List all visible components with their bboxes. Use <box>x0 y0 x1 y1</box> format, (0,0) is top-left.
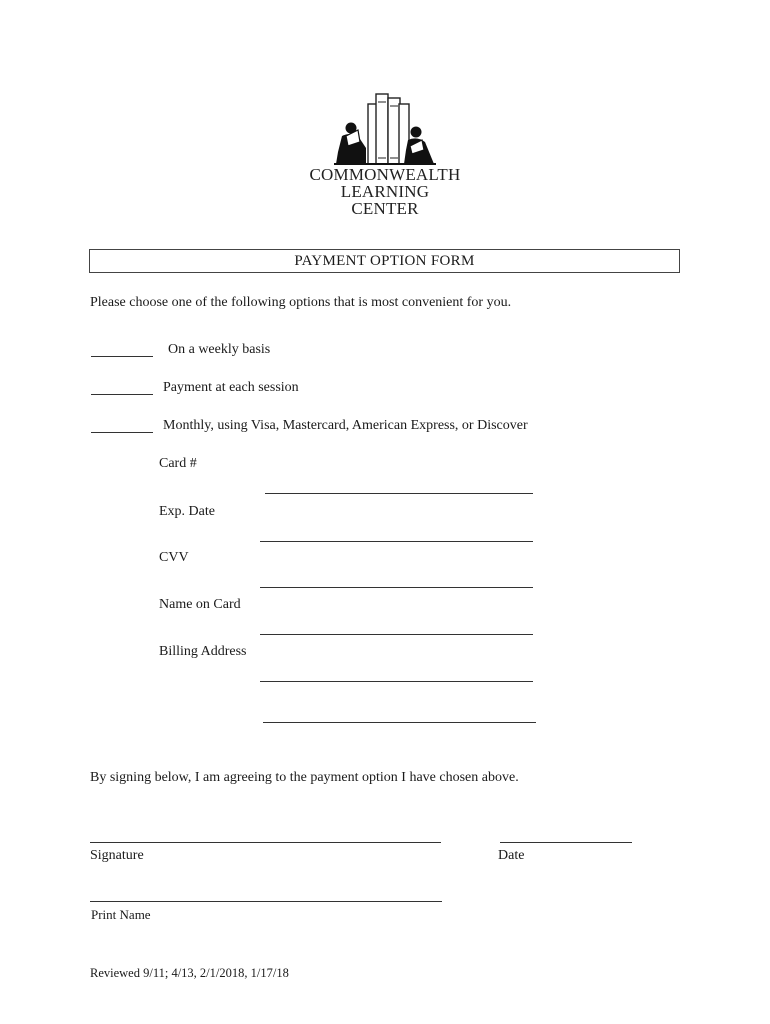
exp-date-field[interactable] <box>260 541 533 542</box>
reviewed-dates: Reviewed 9/11; 4/13, 2/1/2018, 1/17/18 <box>90 966 289 980</box>
logo-line-2: LEARNING <box>340 182 430 201</box>
name-on-card-field[interactable] <box>260 634 533 635</box>
card-number-label: Card # <box>159 456 197 471</box>
option-weekly-label: On a weekly basis <box>168 342 271 357</box>
option-each-session-blank[interactable] <box>91 394 153 395</box>
option-weekly-blank[interactable] <box>91 356 153 357</box>
card-number-field[interactable] <box>265 493 533 494</box>
billing-address-label: Billing Address <box>159 644 247 659</box>
option-each-session-label: Payment at each session <box>163 380 299 395</box>
date-field[interactable] <box>500 842 632 843</box>
option-monthly-blank[interactable] <box>91 432 153 433</box>
billing-address-field-1[interactable] <box>260 681 533 682</box>
logo-line-3: CENTER <box>351 199 419 218</box>
cvv-field[interactable] <box>260 587 533 588</box>
name-on-card-label: Name on Card <box>159 597 241 612</box>
logo-line-1: COMMONWEALTH <box>309 165 461 184</box>
date-label: Date <box>498 848 525 863</box>
signature-label: Signature <box>90 848 144 863</box>
form-title: PAYMENT OPTION FORM <box>89 249 680 273</box>
instruction-text: Please choose one of the following options that is most convenient for you. <box>90 295 512 310</box>
cvv-label: CVV <box>159 550 189 565</box>
books-and-readers-icon <box>330 90 440 168</box>
option-monthly-label: Monthly, using Visa, Mastercard, American Express, or Discover <box>163 418 528 433</box>
billing-address-field-2[interactable] <box>263 722 536 723</box>
print-name-label: Print Name <box>91 907 151 922</box>
exp-date-label: Exp. Date <box>159 504 215 519</box>
signature-field[interactable] <box>90 842 441 843</box>
print-name-field[interactable] <box>90 901 442 902</box>
agreement-text: By signing below, I am agreeing to the payment option I have chosen above. <box>90 770 519 785</box>
